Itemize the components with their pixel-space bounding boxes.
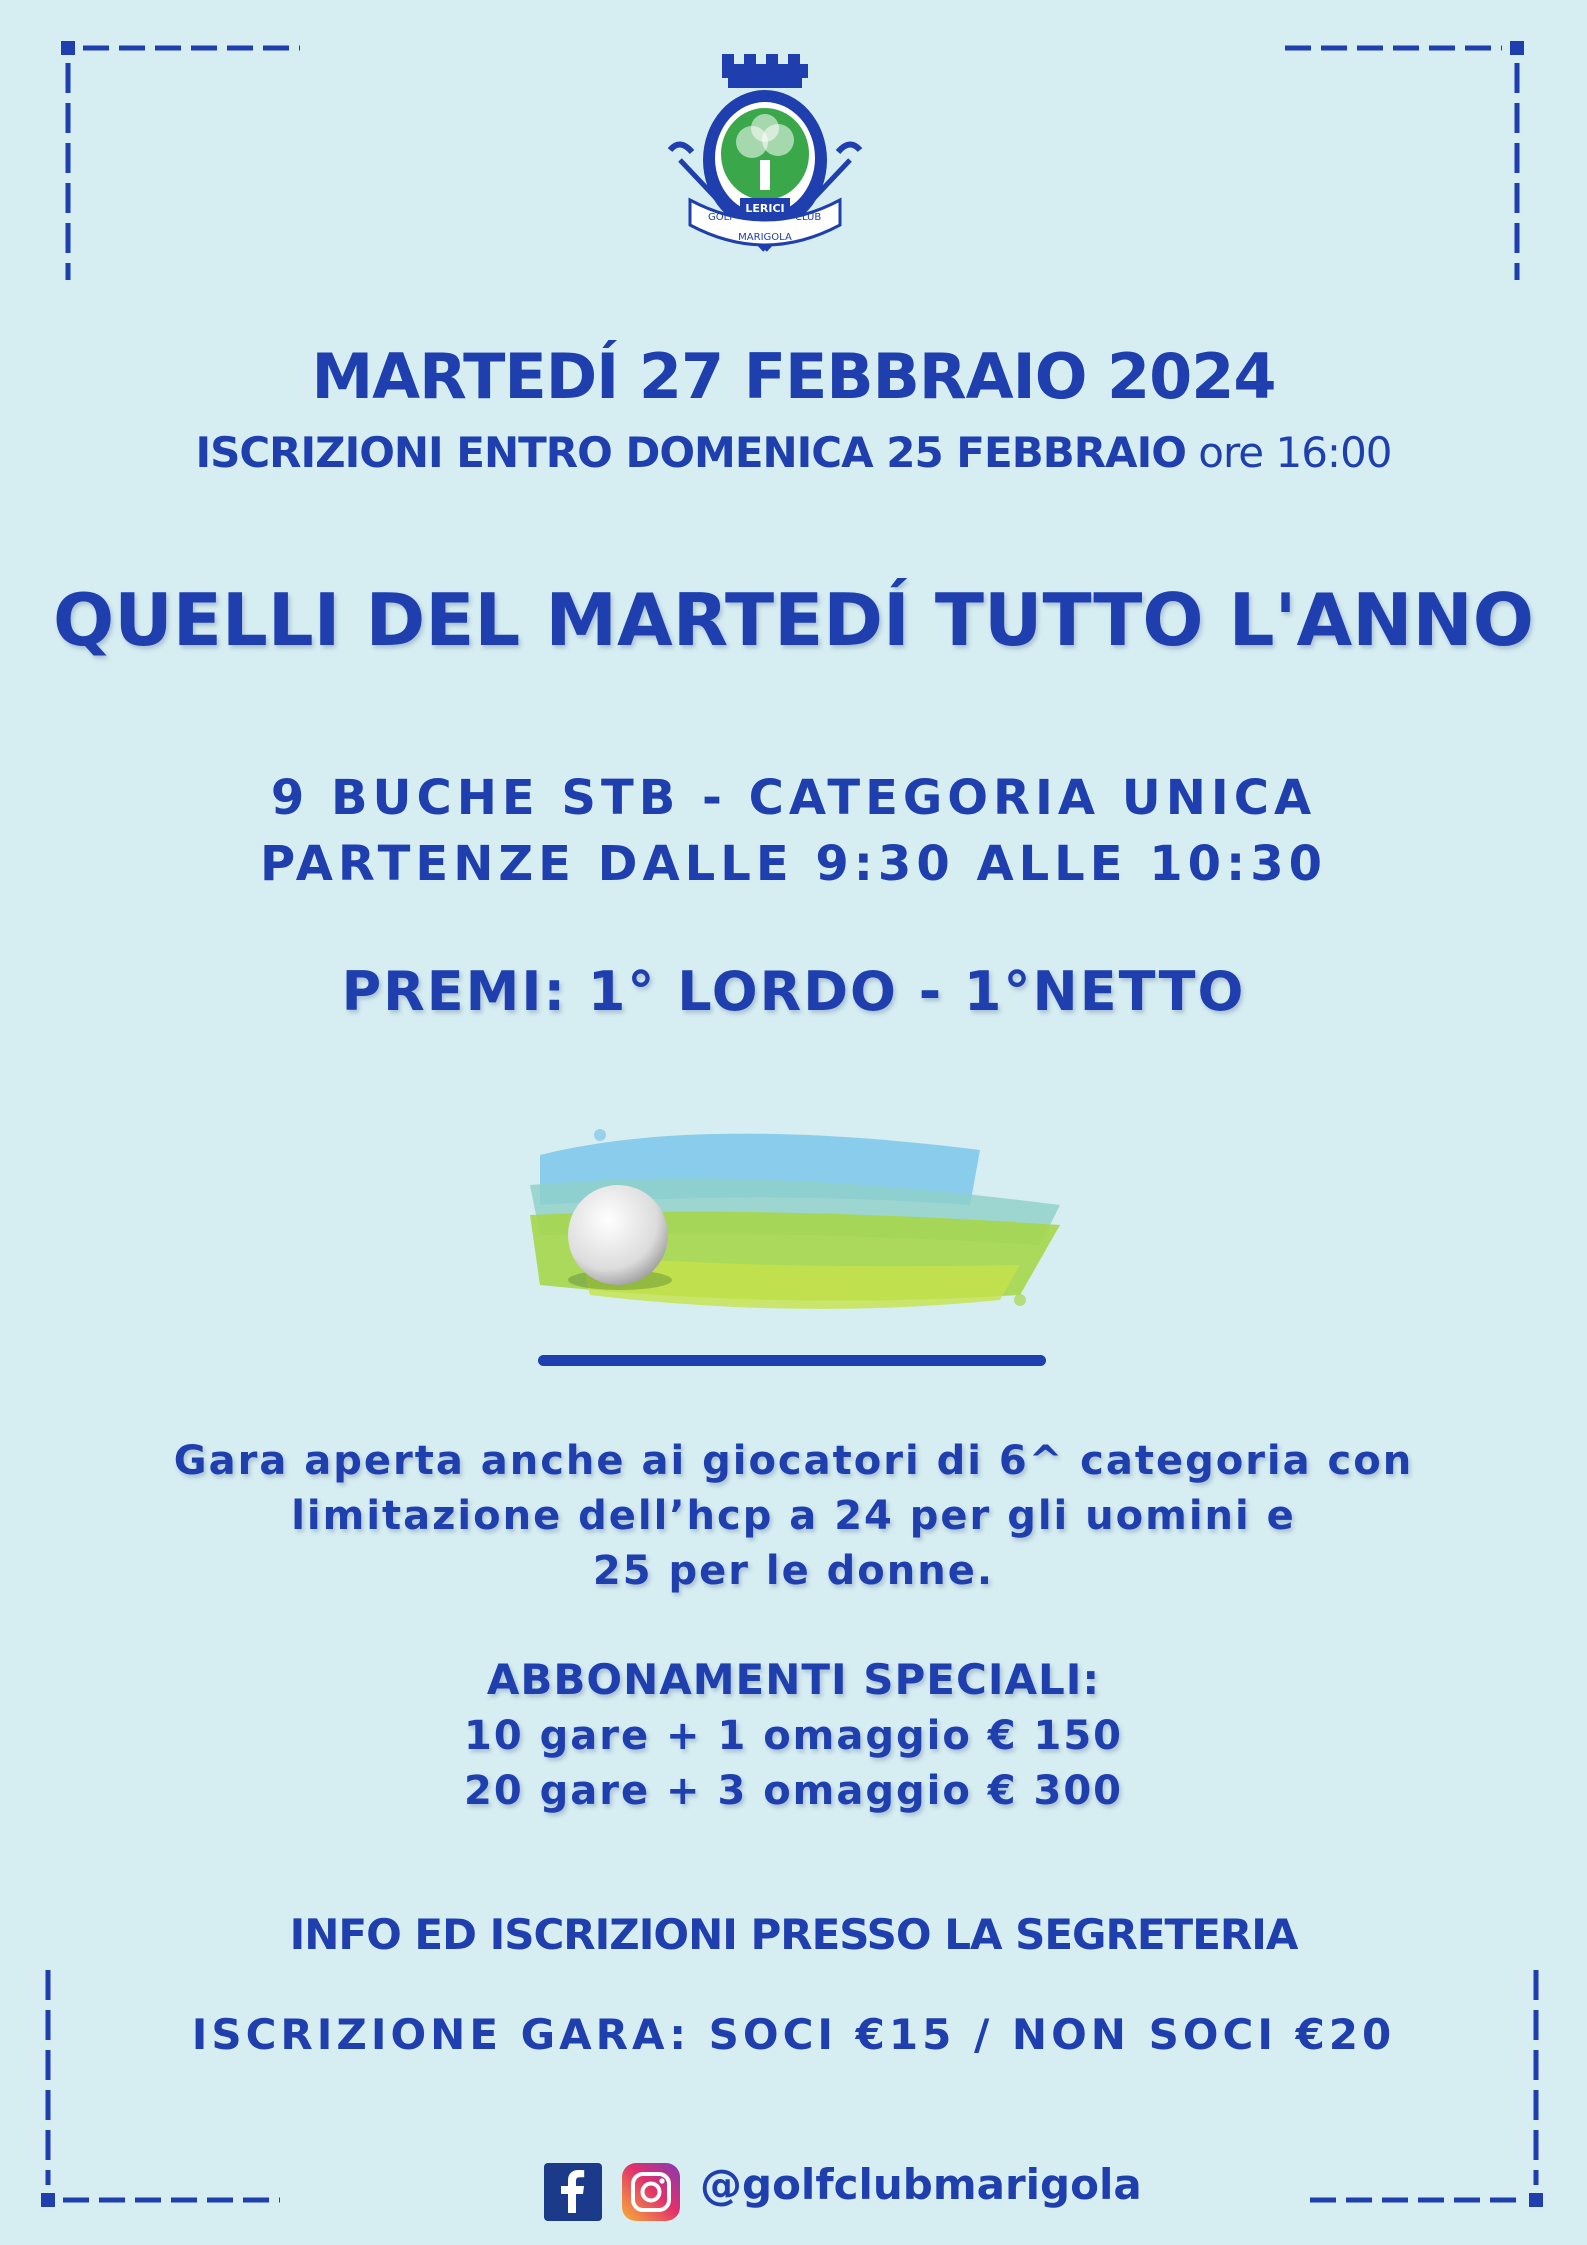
subscriptions-title: ABBONAMENTI SPECIALI: — [486, 1655, 1101, 1704]
prizes: PREMI: 1° LORDO - 1°NETTO — [341, 960, 1246, 1023]
facebook-icon[interactable] — [544, 2163, 602, 2221]
event-date: MARTEDÍ 27 FEBBRAIO 2024 — [311, 340, 1276, 413]
details-line-3: 25 per le donne. — [592, 1548, 995, 1594]
facebook-glyph — [544, 2163, 602, 2221]
logo-text-top: LERICI — [745, 202, 785, 215]
details-line-2: limitazione dell’hcp a 24 per gli uomini e — [291, 1493, 1296, 1539]
corner-decoration-bottom-left — [35, 1965, 295, 2215]
instagram-icon[interactable] — [622, 2163, 680, 2221]
format-line-1: 9 BUCHE STB - CATEGORIA UNICA — [270, 770, 1317, 826]
corner-decoration-bottom-right — [1295, 1965, 1555, 2215]
logo-text-bottom: MARIGOLA — [738, 232, 792, 243]
corner-decoration-top-left — [55, 35, 315, 285]
event-title: QUELLI DEL MARTEDÍ TUTTO L'ANNO — [53, 578, 1534, 662]
subscription-offer-2: 20 gare + 3 omaggio € 300 — [464, 1768, 1123, 1814]
corner-decoration-top-right — [1270, 35, 1530, 285]
golf-ball-illustration — [500, 1095, 1080, 1345]
instagram-glyph — [622, 2163, 680, 2221]
registration-deadline — [0, 428, 1587, 477]
deadline-time: ore 16:00 — [1185, 428, 1392, 477]
details-line-1: Gara aperta anche ai giocatori di 6^ categoria con — [173, 1438, 1414, 1484]
logo-text-right: CLUB — [795, 212, 822, 223]
subscription-offer-1: 10 gare + 1 omaggio € 150 — [464, 1713, 1123, 1759]
info-registration: INFO ED ISCRIZIONI PRESSO LA SEGRETERIA — [289, 1910, 1298, 1959]
logo-text-left: GOLF — [708, 212, 735, 223]
deadline-main: ISCRIZIONI ENTRO DOMENICA 25 FEBBRAIO — [195, 428, 1186, 477]
format-line-2: PARTENZE DALLE 9:30 ALLE 10:30 — [259, 836, 1328, 892]
entry-fee: ISCRIZIONE GARA: SOCI €15 / NON SOCI €20 — [191, 2010, 1396, 2059]
golf-club-logo — [660, 50, 870, 275]
divider-line — [538, 1355, 1046, 1366]
social-handle[interactable]: @golfclubmarigola — [700, 2160, 1142, 2209]
